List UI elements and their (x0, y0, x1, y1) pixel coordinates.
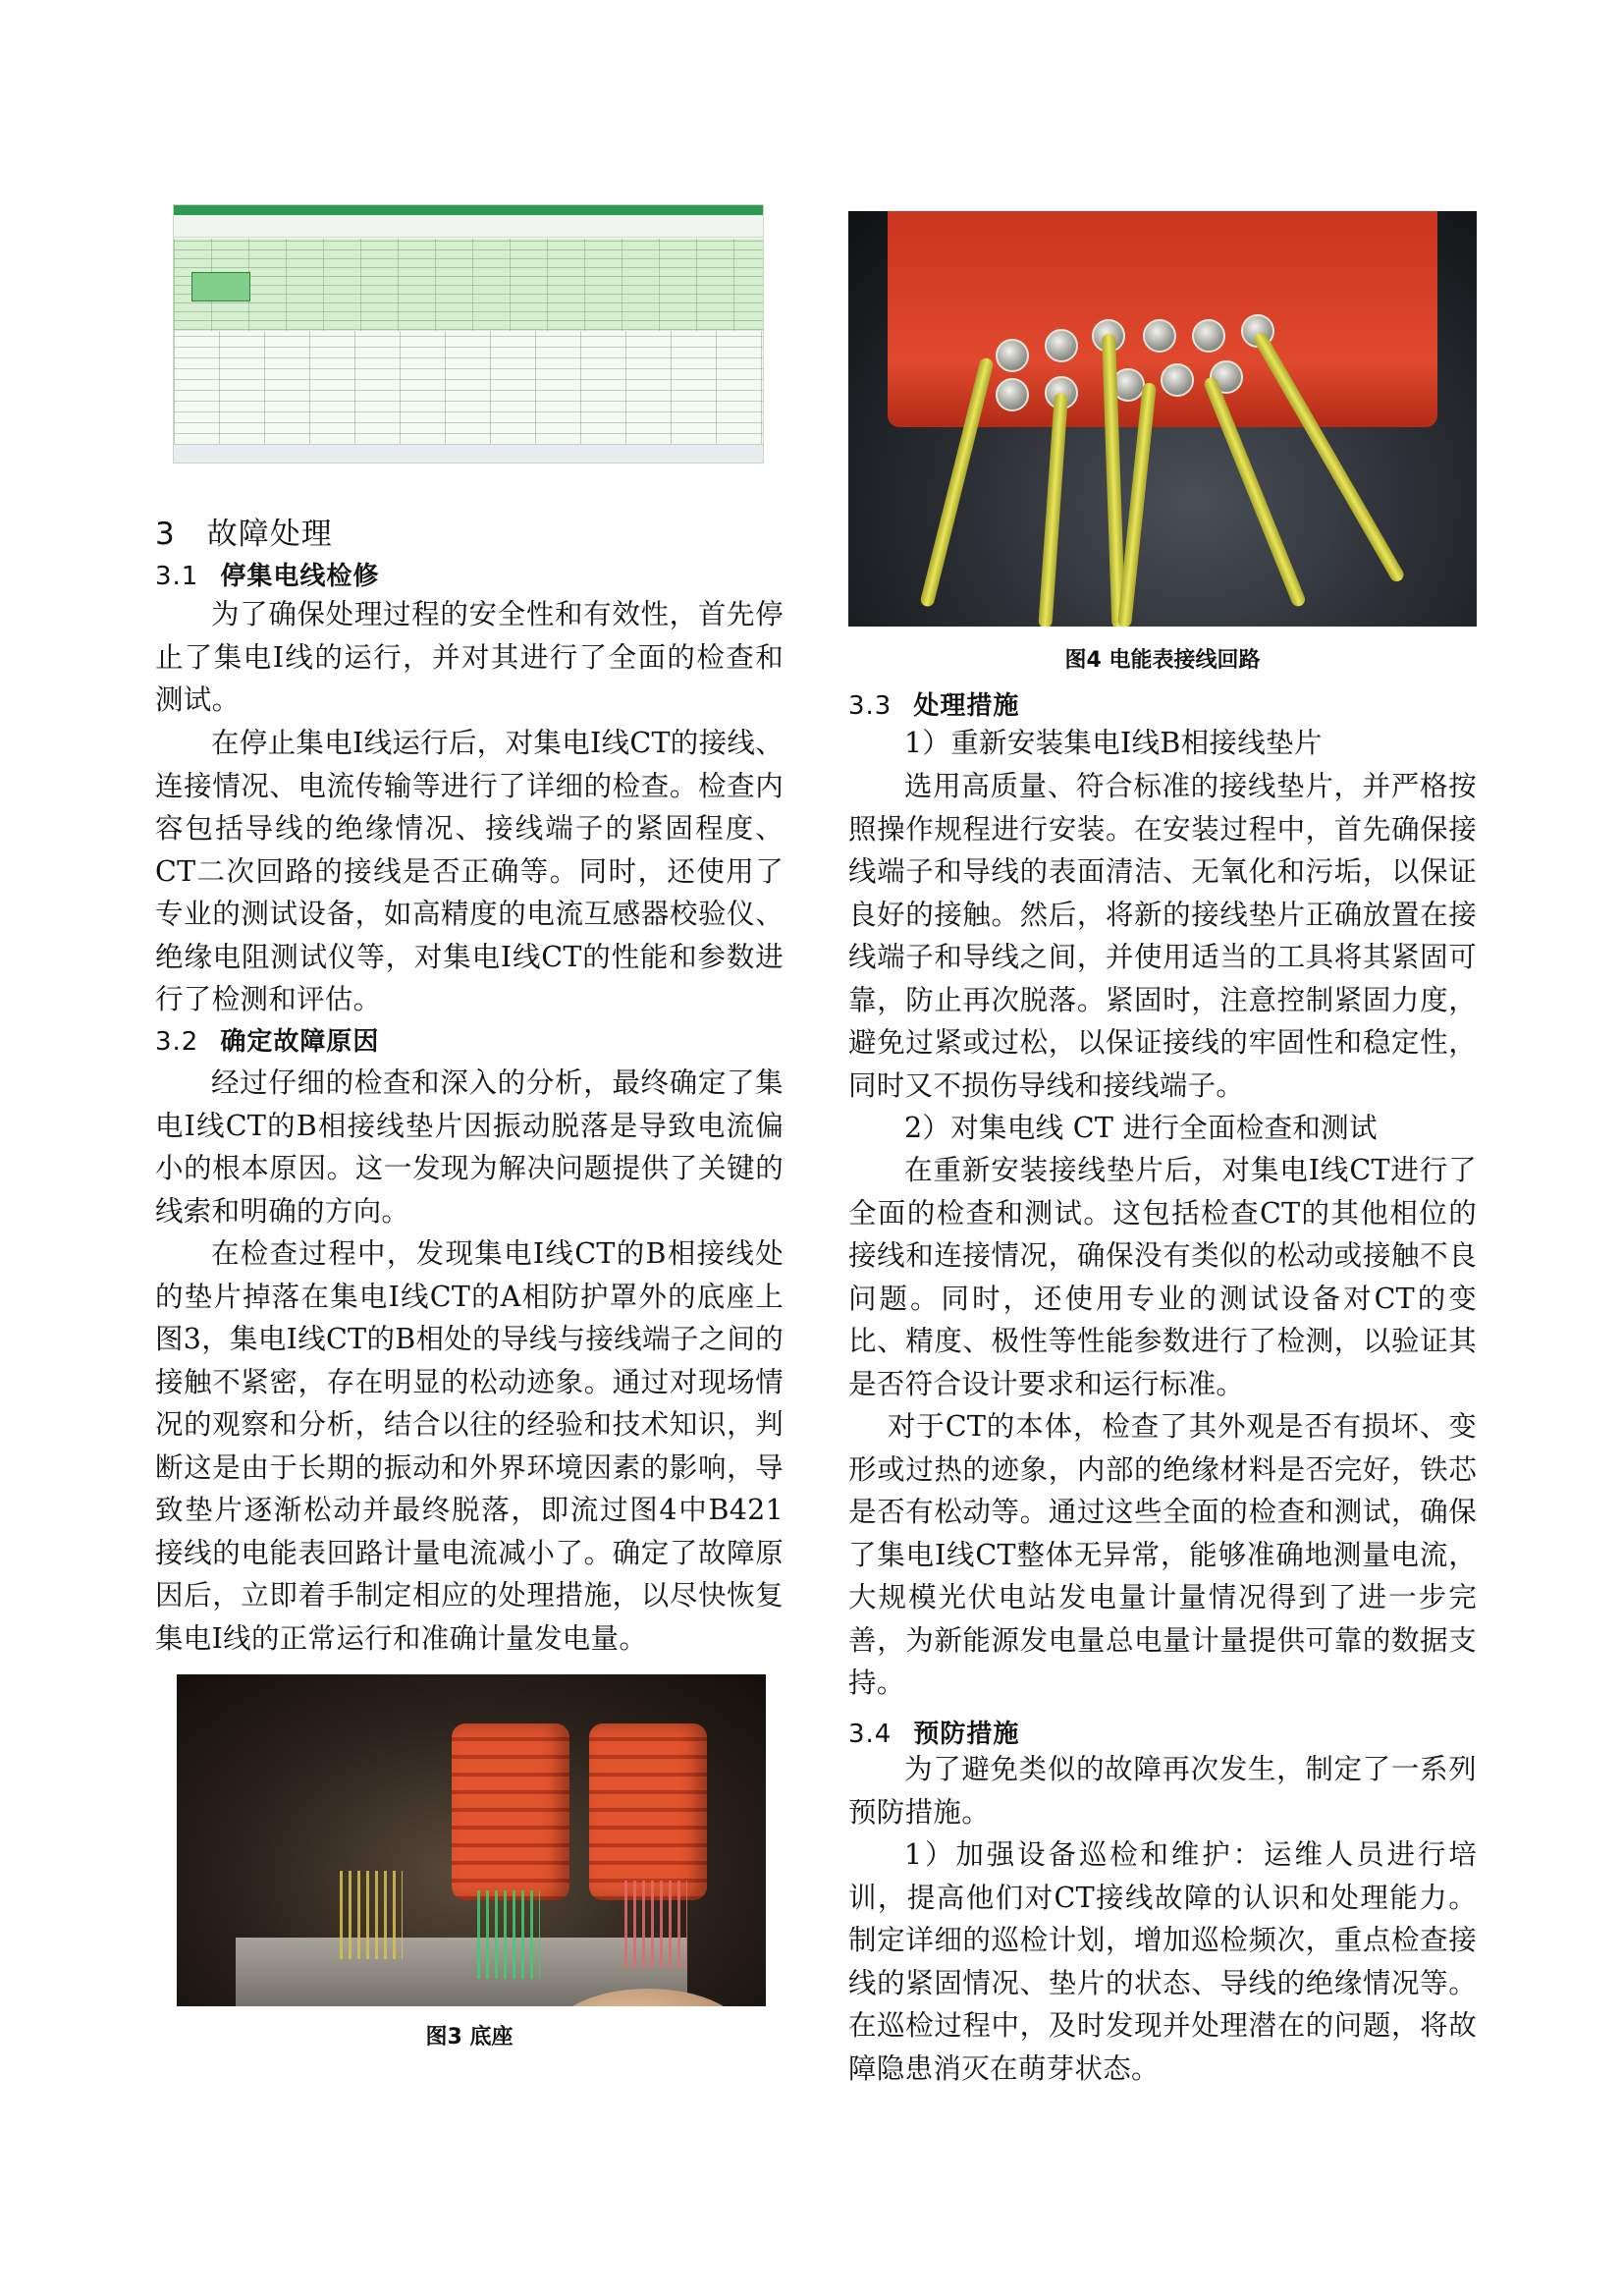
section-title: 处理措施 (913, 691, 1020, 721)
section-number: 3.2 (155, 1027, 199, 1057)
section-3-2-heading (155, 1021, 379, 1058)
spreadsheet-screenshot (173, 204, 764, 464)
terminal-screw (996, 378, 1029, 411)
section-3-heading: 3 故障处理 (155, 517, 333, 552)
spreadsheet-titlebar (174, 205, 763, 215)
ct-coil (452, 1723, 569, 1900)
paragraph: 经过仔细的检查和深入的分析，最终确定了集电Ⅰ线CT的B相接线垫片因振动脱落是导致电流偏小的根本原因。这一发现为解决问题提供了关键的线索和明确的方向。 (155, 1066, 784, 1228)
section-number: 3.1 (155, 562, 199, 591)
paragraph: 为了确保处理过程的安全性和有效性，首先停止了集电Ⅰ线的运行，并对其进行了全面的检查和测试。 (155, 598, 784, 716)
paragraph: 对于CT的本体，检查了其外观是否有损坏、变形或过热的迹象，内部的绝缘材料是否完好，铁芯是否有松动等。通过这些全面的检查和测试，确保了集电Ⅰ线CT整体无异常，能够准确地测量电流，大规模光伏电站发电量计量情况得到了进一步完善，为新能源发电量总电量计量提供可靠的数据支持。 (848, 1410, 1477, 1699)
terminal-screw (996, 339, 1029, 372)
ct-coil (589, 1723, 707, 1900)
wire-bundle (334, 1871, 403, 1959)
paragraph: 1）加强设备巡检和维护：运维人员进行培训，提高他们对CT接线故障的认识和处理能力。制定详细的巡检计划，增加巡检频次，重点检查接线的紧固情况、垫片的状态、导线的绝缘情况等。在巡检过程中，及时发现并处理潜在的问题，将故障隐患消灭在萌芽状态。 (848, 1838, 1477, 2085)
section-number: 3.3 (848, 691, 893, 721)
section-3-1-heading (155, 556, 379, 592)
spreadsheet-statusbar (174, 444, 763, 463)
section-number: 3.4 (848, 1720, 893, 1749)
paragraph: 选用高质量、符合标准的接线垫片，并严格按照操作规程进行安装。在安装过程中，首先确保接线端子和导线的表面清洁、无氧化和污垢，以保证良好的接触。然后，将新的接线垫片正确放置在接线端子和导线之间，并使用适当的工具将其紧固可靠，防止再次脱落。紧固时，注意控制紧固力度，避免过紧或过松，以保证接线的牢固性和稳定性，同时又不损伤导线和接线端子。 (848, 770, 1477, 1102)
yellow-wire (1038, 393, 1068, 627)
paragraph: 为了避免类似的故障再次发生，制定了一系列预防措施。 (848, 1753, 1477, 1829)
paragraph: 在检查过程中，发现集电Ⅰ线CT的B相接线处的垫片掉落在集电Ⅰ线CT的A相防护罩外的底座上图3，集电Ⅰ线CT的B相处的导线与接线端子之间的接触不紧密，存在明显的松动迹象。通过对现场情况的观察和分析，结合以往的经验和技术知识，判断这是由于长期的振动和外界环境因素的影响，导致垫片逐渐松动并最终脱落，即流过图4中B421接线的电能表回路计量电流减小了。确定了故障原因后，立即着手制定相应的处理措施，以尽快恢复集电Ⅰ线的正常运行和准确计量发电量。 (155, 1237, 784, 1655)
spreadsheet-table-block (174, 331, 763, 445)
paragraph: 在重新安装接线垫片后，对集电Ⅰ线CT进行了全面的检查和测试。这包括检查CT的其他相位的接线和连接情况，确保没有类似的松动或接触不良问题。同时，还使用专业的测试设备对CT的变比、精度、极性等性能参数进行了检测，以验证其是否符合设计要求和运行标准。 (848, 1154, 1477, 1400)
section-title: 预防措施 (913, 1720, 1020, 1749)
figure-4-photo (848, 211, 1477, 627)
selected-cell (191, 272, 250, 301)
terminal-screw (1161, 363, 1194, 397)
figure-3-caption: 图3 底座 (425, 2025, 514, 2050)
section-title: 停集电线检修 (220, 562, 380, 591)
wire-bundle (471, 1890, 540, 1979)
wire-bundle (619, 1881, 687, 1969)
terminal-screw (1045, 329, 1078, 362)
figure-4-caption: 图4 电能表接线回路 (1064, 648, 1261, 673)
list-item-heading: 1）重新安装集电Ⅰ线B相接线垫片 (904, 727, 1323, 759)
terminal-screw (1143, 319, 1176, 353)
spreadsheet-ribbon (174, 215, 763, 238)
figure-3-photo (177, 1674, 766, 2006)
section-3-3-heading (848, 685, 1019, 722)
section-title: 确定故障原因 (220, 1027, 380, 1057)
section-3-4-heading (848, 1714, 1019, 1750)
paragraph: 在停止集电Ⅰ线运行后，对集电Ⅰ线CT的接线、连接情况、电流传输等进行了详细的检查。检查内容包括导线的绝缘情况、接线端子的紧固程度、CT二次回路的接线是否正确等。同时，还使用了专业的测试设备，如高精度的电流互感器校验仪、绝缘电阻测试仪等，对集电Ⅰ线CT的性能和参数进行了检测和评估。 (155, 727, 784, 1015)
list-item-heading: 2）对集电线 CT 进行全面检查和测试 (904, 1112, 1378, 1144)
terminal-screw (1192, 319, 1225, 353)
